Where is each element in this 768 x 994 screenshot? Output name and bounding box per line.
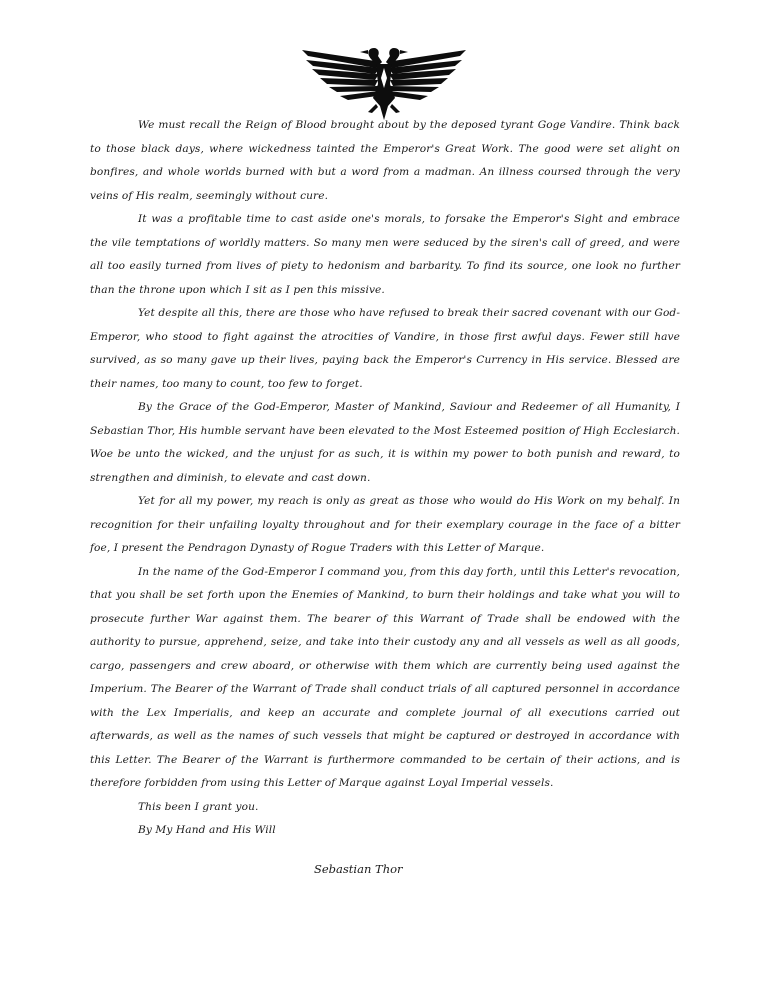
paragraph: It was a profitable time to cast aside one's morals, to forsake the Emperor's Sight and embrace the vile temptations of worldly matters. So many men were seduced by the siren's call of greed, and were all too easily turned from lives of piety to hedonism and barbarity. To find its source, one look no further than the throne upon which I sit as I pen this missive. [90,213,680,296]
paragraph: We must recall the Reign of Blood brought about by the deposed tyrant Goge Vandire. Think back to those black days, where wickedness tainted the Emperor's Great Work. The good were set alight on bonfires, and whole worlds burned with but a word from a madman. An illness coursed through the very veins of His realm, seemingly without cure. [90,119,680,202]
paragraph: In the name of the God-Emperor I command you, from this day forth, until this Letter's revocation, that you shall be set forth upon the Enemies of Mankind, to burn their holdings and take what you will to prosecute further War against them. The bearer of this Warrant of Trade shall be endowed with the authority to pursue, apprehend, seize, and take into their custody any and all vessels as well as all goods, cargo, passengers and crew aboard, or otherwise with them which are currently being used against the Imperium. The Bearer of the Warrant of Trade shall conduct trials of all captured personnel in accordance with the Lex Imperialis, and keep an accurate and complete journal of all executions carried out afterwards, as well as the names of such vessels that might be captured or destroyed in accordance with this Letter. The Bearer of the Warrant is furthermore commanded to be certain of their actions, and is therefore forbidden from using this Letter of Marque against Loyal Imperial vessels. [90,565,680,789]
signature: Sebastian Thor [314,862,403,876]
closing-block [90,796,680,843]
paragraph: Yet for all my power, my reach is only as great as those who would do His Work on my behalf. In recognition for their unfailing loyalty throughout and for their exemplary courage in the face of a bitter foe, I present the Pendragon Dynasty of Rogue Traders with this Letter of Marque. [90,495,680,554]
closing-line: By My Hand and His Will [138,824,276,836]
paragraph: By the Grace of the God-Emperor, Master of Mankind, Saviour and Redeemer of all Humanity, I Sebastian Thor, His humble servant have been elevated to the Most Esteemed position of High Ecclesiarch. Woe be unto the wicked, and the unjust for as such, it is within my power to both punish and reward, to strengthen and diminish, to elevate and cast down. [90,401,680,484]
letter-body [90,114,680,843]
closing-line: This been I grant you. [138,800,259,813]
double-headed-eagle-icon [296,40,472,122]
paragraph: Yet despite all this, there are those who have refused to break their sacred covenant with our God-Emperor, who stood to fight against the atrocities of Vandire, in those first awful days. Fewer still have survived, as so many gave up their lives, paying back the Emperor's Currency in His service. Blessed are their names, too many to count, too few to forget. [90,307,680,390]
